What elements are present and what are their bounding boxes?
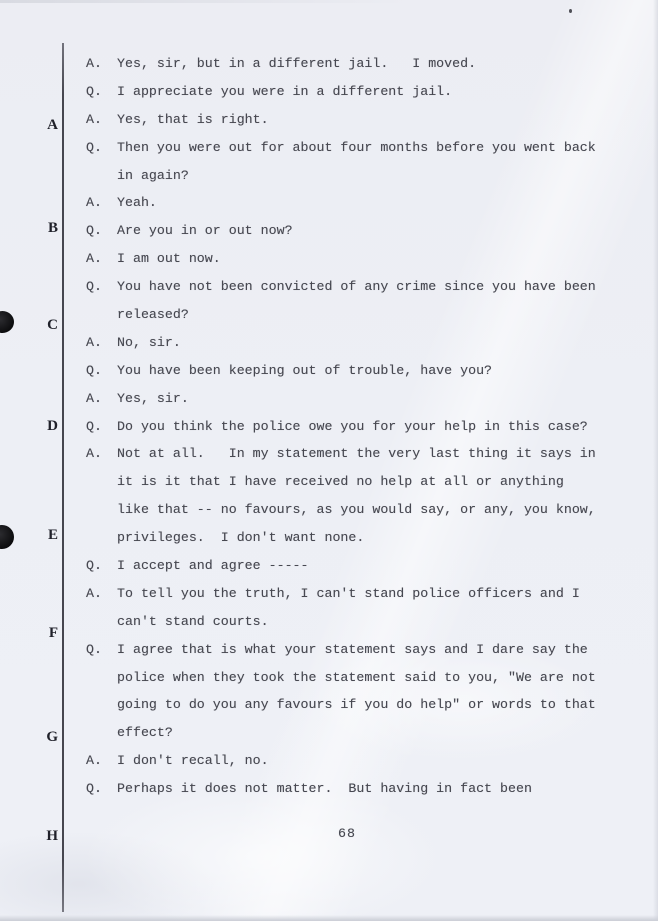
line-text: Yeah. [117, 195, 157, 211]
margin-letter-e: E [47, 527, 58, 543]
line-text: Yes, sir, but in a different jail. I moved. [117, 56, 477, 71]
line-text: I accept and agree ----- [117, 558, 309, 574]
scanner-right-edge [653, 0, 658, 921]
speaker-prefix: A. [86, 56, 102, 71]
speaker-prefix: A. [86, 446, 102, 462]
transcript-line [86, 50, 626, 78]
line-text: in again? [117, 167, 189, 183]
line-text: I am out now. [117, 251, 221, 267]
line-text: released? [117, 307, 189, 323]
speaker-prefix: A. [86, 585, 102, 601]
hole-punch-icon [0, 525, 14, 549]
speaker-prefix: A. [86, 111, 102, 127]
hole-punch-icon [0, 311, 14, 333]
line-text: can't stand courts. [117, 613, 269, 629]
line-text: I don't recall, no. [117, 753, 269, 769]
speaker-prefix: A. [86, 251, 102, 267]
line-text: You have been keeping out of trouble, have you? [117, 362, 493, 378]
speaker-prefix: Q. [86, 558, 102, 574]
transcript-line [86, 691, 626, 719]
transcript-line [86, 162, 626, 190]
line-text: You have not been convicted of any crime since you have been [117, 279, 596, 295]
transcript-line [86, 580, 626, 608]
transcript-line [86, 440, 626, 468]
scanner-top-edge [0, 0, 408, 3]
transcript-line [86, 468, 626, 496]
line-text: I agree that is what your statement says and I dare say the [117, 641, 588, 657]
transcript-line [86, 301, 626, 329]
page-number: 68 [338, 826, 356, 841]
speaker-prefix: Q. [86, 781, 102, 797]
line-text: like that -- no favours, as you would say, or any, you know, [117, 502, 596, 518]
transcript-line [86, 357, 626, 385]
speaker-prefix [86, 608, 117, 636]
speaker-prefix: Q. [86, 83, 102, 99]
speaker-prefix [86, 524, 117, 552]
transcript-line [86, 245, 626, 273]
speaker-prefix: Q. [86, 279, 102, 295]
speaker-prefix [86, 301, 117, 329]
speaker-prefix [86, 162, 117, 190]
speaker-prefix [86, 719, 117, 747]
line-text: going to do you any favours if you do help" or words to that [117, 697, 596, 713]
line-text: effect? [117, 725, 173, 741]
transcript-line [86, 664, 626, 692]
transcript-line [86, 775, 626, 803]
speaker-prefix [86, 691, 117, 719]
transcript-line [86, 329, 626, 357]
transcript-line [86, 413, 626, 441]
line-text: Yes, sir. [117, 390, 189, 406]
speaker-prefix [86, 496, 117, 524]
page-bottom-edge [0, 915, 658, 921]
line-text: No, sir. [117, 334, 181, 350]
line-text: To tell you the truth, I can't stand police officers and I [117, 585, 580, 601]
line-text: privileges. I don't want none. [117, 530, 365, 546]
transcript-body [86, 50, 626, 803]
transcript-line [86, 608, 626, 636]
line-text: police when they took the statement said to you, "We are not [117, 669, 596, 685]
line-text: Do you think the police owe you for your help in this case? [117, 418, 588, 434]
margin-letter-c: C [47, 317, 58, 333]
speaker-prefix: A. [86, 390, 102, 406]
transcript-line [86, 552, 626, 580]
speaker-prefix: A. [86, 195, 102, 211]
line-text: Not at all. In my statement the very last thing it says in [117, 446, 596, 462]
speaker-prefix: Q. [86, 362, 102, 378]
transcript-line [86, 217, 626, 245]
line-text: Are you in or out now? [117, 223, 293, 239]
transcript-line [86, 496, 626, 524]
speaker-prefix: A. [86, 334, 102, 350]
transcript-line [86, 189, 626, 217]
line-text: it is it that I have received no help at all or anything [117, 474, 564, 490]
binding-rule [62, 43, 64, 912]
speaker-prefix [86, 468, 117, 496]
line-text: Perhaps it does not matter. But having in fact been [117, 781, 532, 797]
transcript-line [86, 636, 626, 664]
transcript-line [86, 719, 626, 747]
speaker-prefix [86, 664, 117, 692]
scan-artifact-dot [569, 9, 572, 13]
speaker-prefix: Q. [86, 139, 102, 155]
speaker-prefix: Q. [86, 418, 102, 434]
transcript-line [86, 106, 626, 134]
margin-letter-b: B [47, 220, 58, 236]
transcript-line [86, 747, 626, 775]
transcript-line [86, 273, 626, 301]
line-text: Yes, that is right. [117, 111, 269, 127]
margin-letter-h: H [46, 828, 58, 844]
speaker-prefix: Q. [86, 223, 102, 239]
margin-letter-g: G [46, 729, 58, 745]
transcript-line [86, 524, 626, 552]
margin-letter-d: D [47, 418, 58, 434]
margin-letter-f: F [48, 625, 58, 641]
transcript-line [86, 134, 626, 162]
speaker-prefix: A. [86, 753, 102, 769]
line-text: Then you were out for about four months before you went back [117, 139, 596, 155]
margin-letter-a: A [47, 117, 58, 133]
transcript-line [86, 78, 626, 106]
speaker-prefix: Q. [86, 641, 102, 657]
line-text: I appreciate you were in a different jail. [117, 83, 453, 99]
transcript-line [86, 385, 626, 413]
